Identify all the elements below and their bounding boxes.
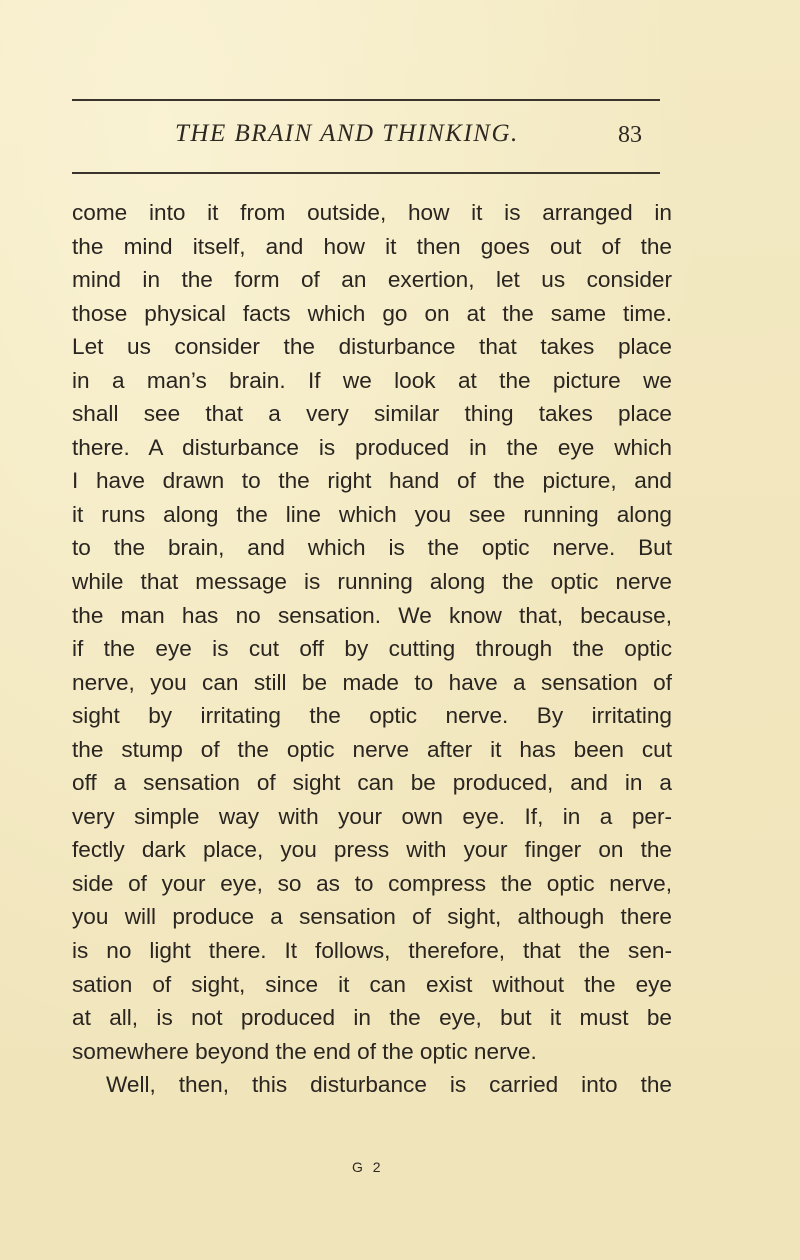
body-text <box>72 196 672 1102</box>
text-line: side of your eye, so as to compress the optic nerve, <box>72 870 672 896</box>
text-line: there. A disturbance is produced in the eye which <box>72 434 672 460</box>
text-line: I have drawn to the right hand of the picture, and <box>72 468 672 494</box>
header-rule-bottom <box>72 172 660 174</box>
text-line: fectly dark place, you press with your finger on the <box>72 837 672 863</box>
text-line: nerve, you can still be made to have a sensation of <box>72 669 672 695</box>
text-line: Let us consider the disturbance that takes place <box>72 334 672 360</box>
text-line: it runs along the line which you see running along <box>72 501 672 527</box>
text-line: somewhere beyond the end of the optic nerve. <box>72 1038 537 1064</box>
text-line: you will produce a sensation of sight, although there <box>72 904 672 930</box>
text-line: the stump of the optic nerve after it has been cut <box>72 736 672 762</box>
text-line: sation of sight, since it can exist without the eye <box>72 971 672 997</box>
text-line: the mind itself, and how it then goes out of the <box>72 233 672 259</box>
text-line: those physical facts which go on at the same time. <box>72 300 672 326</box>
text-line: to the brain, and which is the optic nerve. But <box>72 535 672 561</box>
text-line: the man has no sensation. We know that, because, <box>72 602 672 628</box>
text-line-paragraph-start: Well, then, this disturbance is carried into the <box>106 1072 672 1098</box>
printer-signature-mark: G 2 <box>352 1159 384 1175</box>
text-line: very simple way with your own eye. If, in a per- <box>72 803 672 829</box>
text-line: come into it from outside, how it is arranged in <box>72 200 672 225</box>
text-line: in a man’s brain. If we look at the picture we <box>72 367 672 393</box>
running-header-title: THE BRAIN AND THINKING. <box>175 120 519 147</box>
page-number: 83 <box>618 122 642 148</box>
text-line: off a sensation of sight can be produced, and in a <box>72 770 672 796</box>
text-line: sight by irritating the optic nerve. By irritating <box>72 703 672 729</box>
text-line: at all, is not produced in the eye, but it must be <box>72 1005 672 1031</box>
header-rule-top <box>72 99 660 101</box>
text-line: is no light there. It follows, therefore, that the sen- <box>72 938 672 964</box>
text-line: shall see that a very similar thing takes place <box>72 401 672 427</box>
text-line: if the eye is cut off by cutting through the optic <box>72 636 672 662</box>
text-line: while that message is running along the optic nerve <box>72 569 672 595</box>
text-line: mind in the form of an exertion, let us consider <box>72 267 672 293</box>
